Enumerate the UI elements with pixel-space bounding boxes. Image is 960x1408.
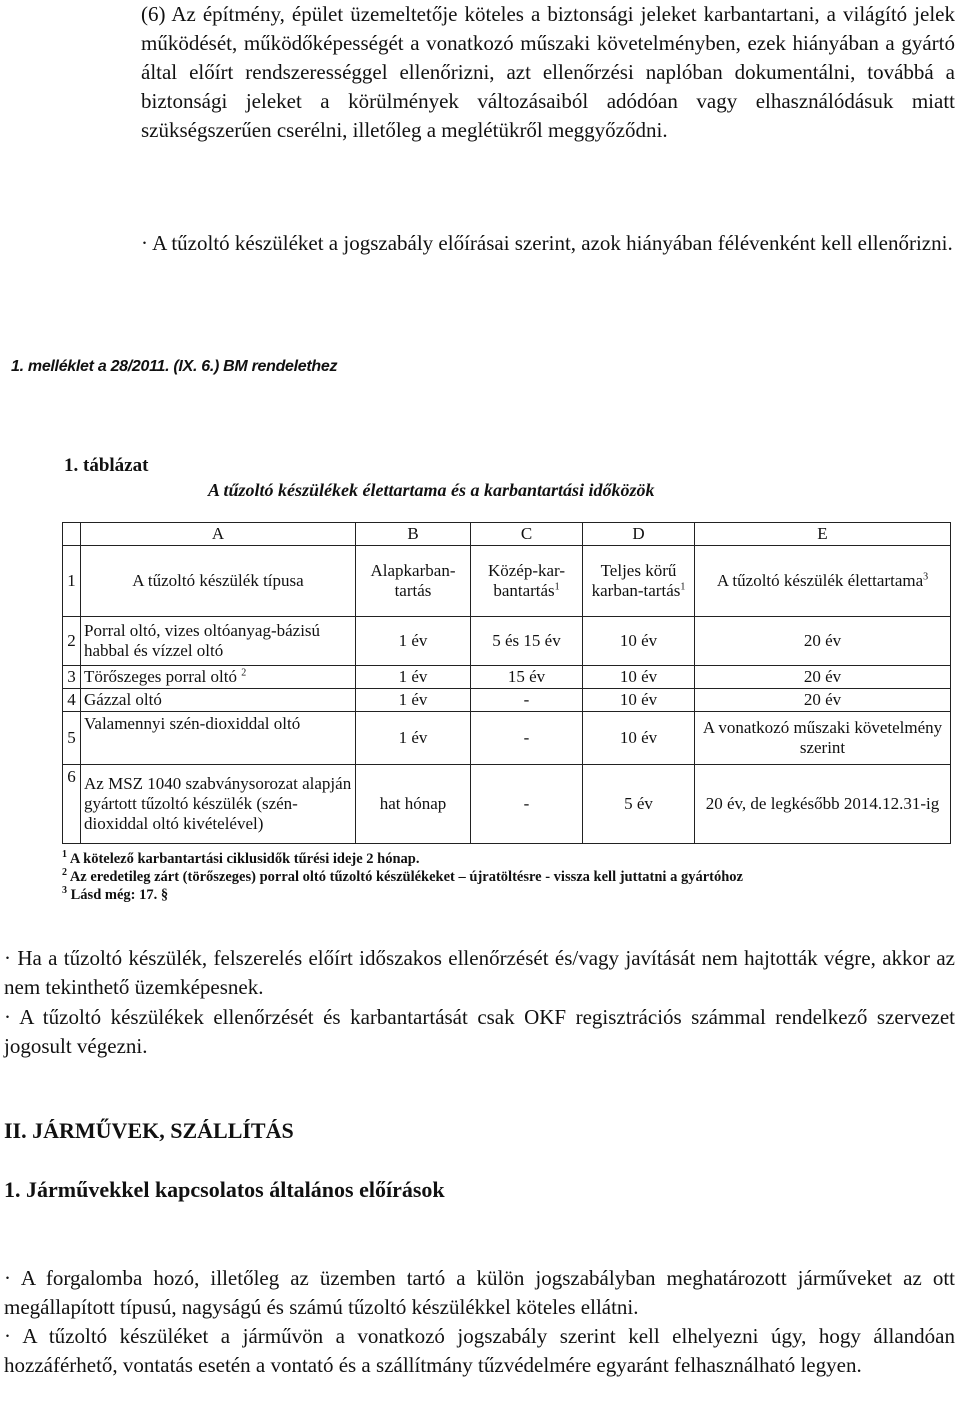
lifetime-cell: 20 év	[695, 617, 951, 666]
footnote-ref: 3	[923, 571, 929, 583]
type-cell	[81, 666, 356, 689]
footnote-mark: 3	[62, 885, 67, 897]
row-number: 2	[63, 617, 81, 666]
section-heading: II. JÁRMŰVEK, SZÁLLÍTÁS	[4, 1118, 294, 1143]
lifetime-cell: 20 év	[695, 666, 951, 689]
row-number: 3	[63, 666, 81, 689]
full-cell: 10 év	[583, 689, 695, 712]
subsection-heading: 1. Járművekkel kapcsolatos általános előírások	[4, 1177, 445, 1202]
column-letter: B	[356, 523, 471, 546]
header-row	[63, 546, 951, 617]
header-lifetime	[695, 546, 951, 617]
paragraph-okf-registration: · A tűzoltó készülékek ellenőrzését és karbantartását csak OKF regisztrációs számmal rendelkező szervezet jogosult végezni.	[4, 1005, 955, 1058]
full-cell: 10 év	[583, 666, 695, 689]
table-row	[63, 617, 951, 666]
table-title: A tűzoltó készülékek élettartama és a karbantartási időközök	[208, 480, 655, 500]
paragraph-vehicle-equipment: · A forgalomba hozó, illetőleg az üzemben tartó a külön jogszabályban meghatározott járműveket az ott megállapított típusú, nagyságú és számú tűzoltó készülékkel köteles ellátni.	[4, 1266, 955, 1319]
medium-cell: -	[471, 765, 583, 844]
column-letter: A	[81, 523, 356, 546]
footnote-ref: 1	[554, 581, 560, 593]
table-row	[63, 689, 951, 712]
basic-cell: hat hónap	[356, 765, 471, 844]
header-full-text: Teljes körű karban-tartás	[591, 561, 681, 600]
header-type: A tűzoltó készülék típusa	[81, 546, 356, 617]
footnote	[62, 850, 743, 868]
footnote	[62, 868, 743, 886]
header-basic-maintenance: Alapkarban-tartás	[356, 546, 471, 617]
lifetime-cell: 20 év	[695, 689, 951, 712]
header-full-maintenance	[583, 546, 695, 617]
medium-cell: -	[471, 689, 583, 712]
type-cell: Gázzal oltó	[81, 689, 356, 712]
medium-cell: 5 és 15 év	[471, 617, 583, 666]
type-text: Törőszeges porral oltó	[84, 667, 237, 686]
table-row	[63, 712, 951, 765]
lifetime-cell: 20 év, de legkésőbb 2014.12.31-ig	[695, 765, 951, 844]
table-footnotes	[62, 850, 743, 904]
medium-cell: -	[471, 712, 583, 765]
footnote-ref: 2	[241, 667, 247, 679]
footnote-mark: 1	[62, 849, 67, 861]
basic-cell: 1 év	[356, 666, 471, 689]
type-cell: Valamennyi szén-dioxiddal oltó	[81, 712, 356, 765]
type-cell: Az MSZ 1040 szabványsorozat alapján gyártott tűzoltó készülék (szén-dioxiddal oltó kivételével)	[81, 765, 356, 844]
column-letter: C	[471, 523, 583, 546]
paragraph-6-safety-signs: (6) Az építmény, épület üzemeltetője köteles a biztonsági jeleket karbantartani, a világító jelek működését, működőképességét a vonatkozó műszaki követelményben, ezek hiányában a gyártó által előírt rendszerességgel ellenőrizni, azt ellenőrzési naplóban dokumentálni, továbbá a biztonsági jeleket a körülmények változásaiból adódóan vagy elhasználódásuk miatt szükségszerűen cserélni, illetőleg a meglétükről meggyőződni.	[141, 2, 955, 142]
basic-cell: 1 év	[356, 712, 471, 765]
column-letter: E	[695, 523, 951, 546]
row-number: 5	[63, 712, 81, 765]
row-number: 6	[63, 765, 81, 844]
row-number: 1	[63, 546, 81, 617]
full-cell: 10 év	[583, 712, 695, 765]
full-cell: 10 év	[583, 617, 695, 666]
corner-cell	[63, 523, 81, 546]
footnote	[62, 886, 743, 904]
footnote-text: Az eredetileg zárt (törőszeges) porral oltó tűzoltó készülékeket – újratöltésre - vissza kell juttatni a gyártóhoz	[69, 869, 743, 885]
type-cell: Porral oltó, vizes oltóanyag-bázisú habbal és vízzel oltó	[81, 617, 356, 666]
basic-cell: 1 év	[356, 617, 471, 666]
lifetime-cell: A vonatkozó műszaki követelmény szerint	[695, 712, 951, 765]
paragraph-vehicle-placement: · A tűzoltó készüléket a járművön a vonatkozó jogszabály szerint kell elhelyezni úgy, hogy állandóan hozzáférhető, vontatás esetén a vontató és a szállítmány tűzvédelmére egyaránt felhasználható legyen.	[4, 1324, 955, 1377]
table-number: 1. táblázat	[64, 455, 149, 476]
column-letter-row	[63, 523, 951, 546]
full-cell: 5 év	[583, 765, 695, 844]
table-row	[63, 666, 951, 689]
annex-heading: 1. melléklet a 28/2011. (IX. 6.) BM rendelethez	[11, 358, 338, 375]
paragraph-extinguisher-inspection: · A tűzoltó készüléket a jogszabály előírásai szerint, azok hiányában félévenként kell ellenőrizni.	[141, 231, 953, 255]
header-medium-maintenance	[471, 546, 583, 617]
footnote-mark: 2	[62, 867, 67, 879]
row-number: 4	[63, 689, 81, 712]
column-letter: D	[583, 523, 695, 546]
table-row	[63, 765, 951, 844]
paragraph-not-operational: · Ha a tűzoltó készülék, felszerelés előírt időszakos ellenőrzését és/vagy javítását nem hajtották végre, akkor az nem tekinthető üzemképesnek.	[4, 946, 955, 999]
extinguisher-table	[62, 522, 951, 844]
footnote-text: Lásd még: 17. §	[70, 887, 169, 903]
header-medium-text: Közép-kar-bantartás	[487, 561, 566, 600]
footnote-text: A kötelező karbantartási ciklusidők tűrési ideje 2 hónap.	[69, 851, 420, 867]
header-lifetime-text: A tűzoltó készülék élettartama	[716, 571, 924, 590]
basic-cell: 1 év	[356, 689, 471, 712]
footnote-ref: 1	[680, 581, 686, 593]
medium-cell: 15 év	[471, 666, 583, 689]
